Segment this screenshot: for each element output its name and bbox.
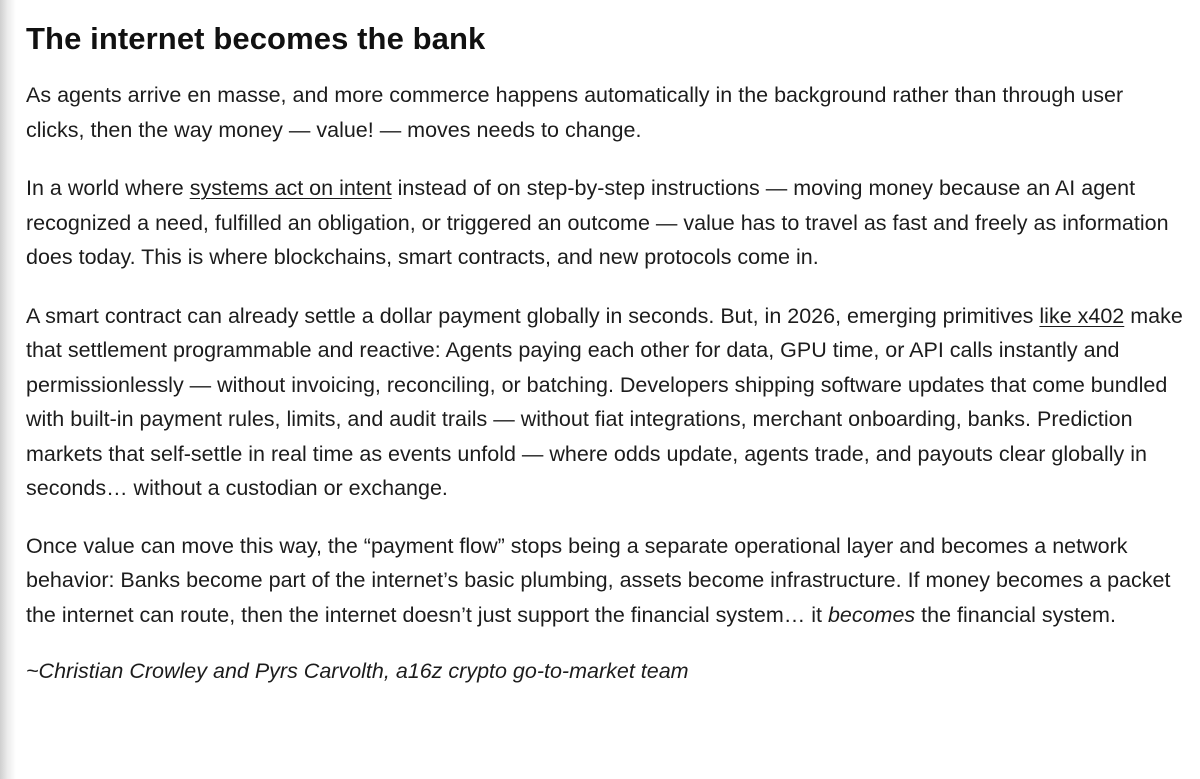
author-signature: ~Christian Crowley and Pyrs Carvolth, a16z crypto go-to-market team [26, 659, 689, 683]
paragraph-text: Once value can move this way, the “payment flow” stops being a separate operational layer and becomes a network behavior: Banks become part of the internet’s basic plumbing, assets become infrastructure. If money becomes a packet the internet can route, then the internet doesn’t just support the financial system… it [26, 533, 1171, 627]
page-edge-shadow [0, 0, 16, 779]
paragraph-smart-contracts [26, 299, 1186, 506]
paragraph-text: A smart contract can already settle a dollar payment globally in seconds. But, in 2026, emerging primitives [26, 303, 1040, 328]
paragraph-intent-systems [26, 171, 1186, 275]
article-section [26, 18, 1186, 689]
paragraph-text: the financial system. [915, 602, 1116, 627]
paragraph-text: instead of on step-by-step instructions — moving money because an AI agent recognized a need, fulfilled an obligation, or triggered an outcome — value has to travel as fast and freely as information does today. This is where blockchains, smart contracts, and new protocols come in. [26, 176, 1169, 269]
emphasis-text: becomes [827, 602, 916, 627]
x402-link[interactable]: like x402 [1039, 303, 1125, 328]
paragraph-agents-commerce: As agents arrive en masse, and more commerce happens automatically in the background rather than through user clicks, then the way money — value! — moves needs to change. [26, 83, 1124, 142]
paragraph-payment-flow [26, 529, 1186, 633]
paragraph-text: In a world where [26, 176, 190, 200]
section-heading: The internet becomes the bank [26, 21, 486, 56]
systems-act-on-intent-link[interactable]: systems act on intent [189, 176, 392, 200]
paragraph-text: make that settlement programmable and reactive: Agents paying each other for data, GPU time, or API calls instantly and permissionlessly — without invoicing, reconciling, or batching. Developers shipping software updates that come bundled with built-in payment rules, limits, and audit trails — without fiat integrations, merchant onboarding, banks. Prediction markets that self-settle in real time as events unfold — where odds update, agents trade, and payouts clear globally in seconds… without a custodian or exchange. [26, 303, 1183, 500]
